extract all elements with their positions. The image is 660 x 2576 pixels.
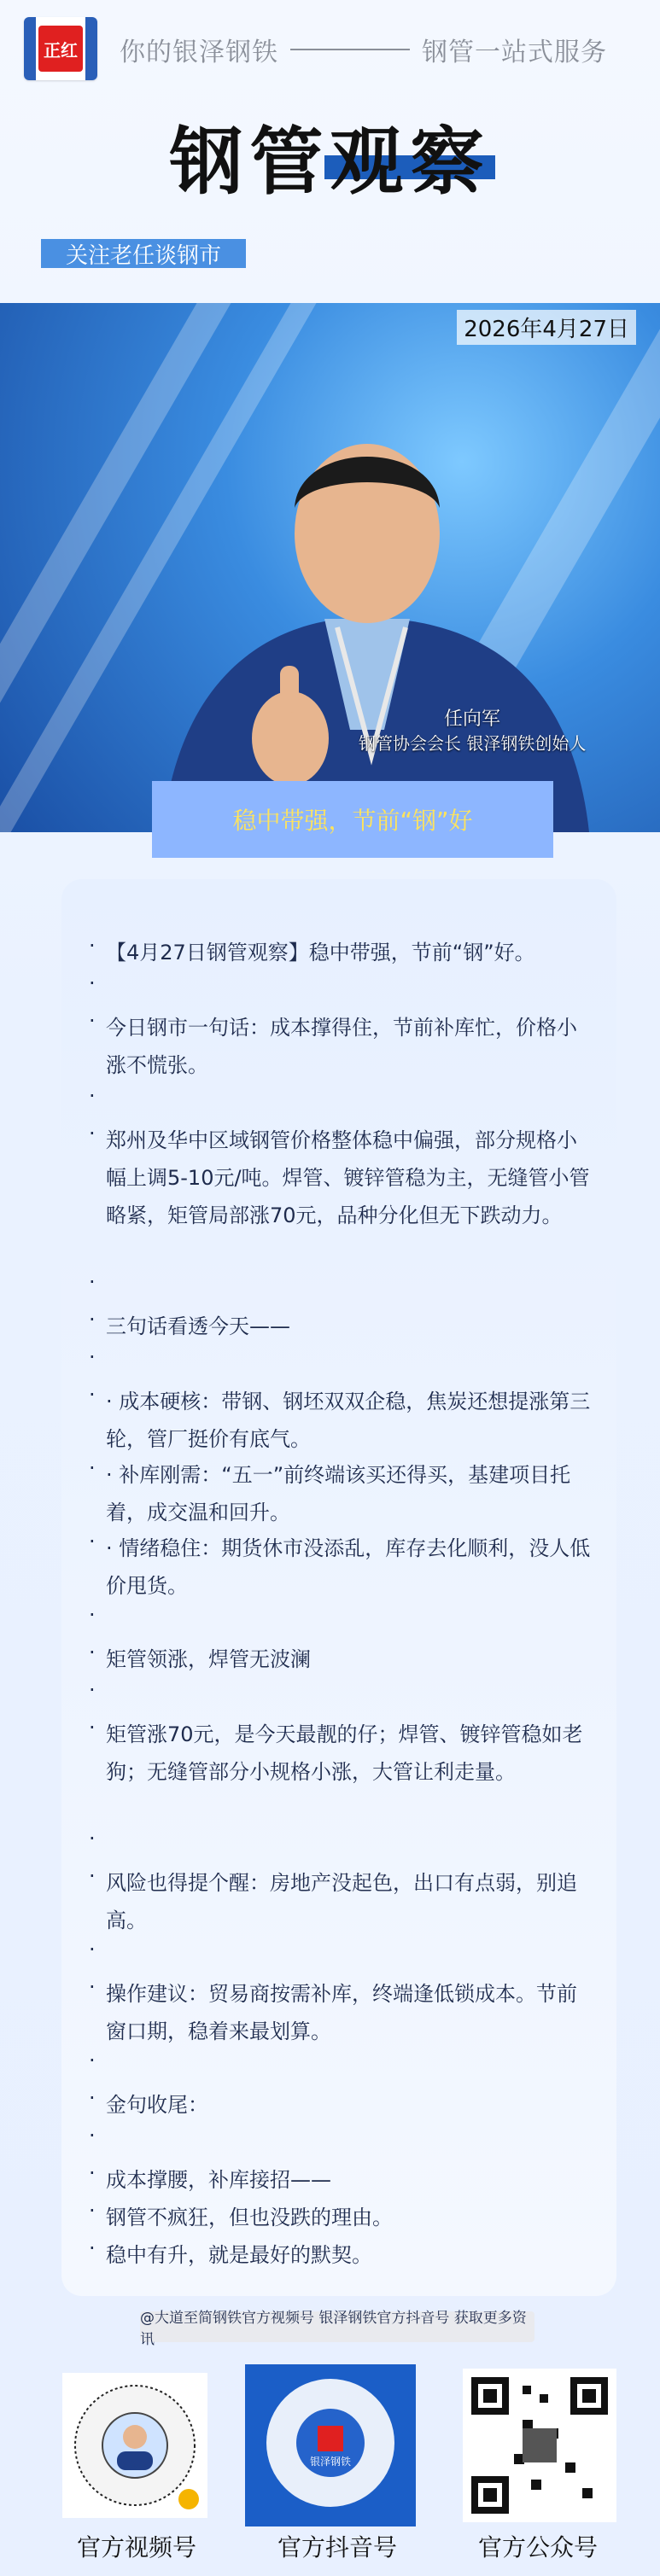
tagline-divider	[290, 49, 410, 50]
article-paragraph: 矩管涨70元，是今天最靓的仔；焊管、镀锌管稳如老狗；无缝管部分小规格小涨，大管让利走量。	[106, 1722, 583, 1784]
bullet-dot: ·	[89, 1009, 96, 1033]
article-paragraph: 今日钢市一句话：成本撑得住，节前补库忙，价格小涨不慌张。	[106, 1016, 577, 1077]
hero-image	[0, 303, 660, 832]
qr-code-icon	[463, 2369, 616, 2522]
qr-code-icon	[62, 2373, 207, 2518]
bullet-dot: ·	[89, 1270, 96, 1294]
bullet-dot: ·	[89, 934, 96, 958]
follow-label[interactable]: 关注老任谈钢市	[41, 239, 246, 268]
bullet-dot: ·	[89, 1975, 96, 1999]
speaker-name: 任向军	[444, 708, 501, 730]
article-paragraph: 三句话看透今天——	[106, 1314, 290, 1338]
bullet-dot: ·	[89, 2049, 96, 2072]
bullet-dot: ·	[89, 1938, 96, 1961]
bullet-dot: ·	[89, 1827, 96, 1850]
bullet-dot: ·	[89, 2199, 96, 2223]
brand-logo	[24, 17, 97, 80]
qr-video-channel[interactable]	[50, 2356, 220, 2535]
bullet-dot: ·	[89, 1530, 96, 1553]
speaker-portrait	[128, 371, 606, 832]
tagline-right: 钢管一站式服务	[422, 38, 607, 67]
bullet-dot: ·	[89, 971, 96, 995]
bullet-dot: ·	[89, 1864, 96, 1888]
qr-official-account[interactable]	[454, 2356, 625, 2535]
article-paragraph: 【4月27日钢管观察】稳中带强，节前“钢”好。	[106, 941, 535, 965]
qr-label-official: 官方公众号	[477, 2533, 598, 2561]
bullet-dot: ·	[89, 2236, 96, 2260]
bullet-dot: ·	[89, 1678, 96, 1702]
bullet-dot: ·	[89, 2086, 96, 2110]
page-title: 钢管观察	[169, 119, 491, 205]
article-paragraph: 钢管不疯狂，但也没跌的理由。	[106, 2206, 393, 2229]
douyin-brand-text: 银泽钢铁	[309, 2456, 352, 2468]
tagline-left: 你的银泽钢铁	[120, 38, 278, 67]
hero-slogan-banner: 稳中带强，节前“钢”好	[152, 781, 553, 858]
bullet-dot: ·	[89, 1456, 96, 1480]
bullet-dot: ·	[89, 1084, 96, 1108]
bullet-dot: ·	[89, 2124, 96, 2148]
bullet-dot: ·	[89, 1716, 96, 1740]
hero-date: 2026年4月27日	[457, 310, 636, 345]
article-paragraph: 操作建议：贸易商按需补库，终端逢低锁成本。节前窗口期，稳着来最划算。	[106, 1982, 577, 2043]
article-paragraph: 矩管领涨，焊管无波澜	[106, 1647, 311, 1671]
article-paragraph: 稳中有升，就是最好的默契。	[106, 2243, 372, 2267]
bullet-dot: ·	[89, 1641, 96, 1664]
article-paragraph: · 情绪稳住：期货休市没添乱，库存去化顺利，没人低价甩货。	[106, 1536, 591, 1598]
bullet-dot: ·	[89, 1345, 96, 1369]
article-card	[61, 879, 616, 2296]
brand-logo-mark: 正红	[38, 26, 83, 72]
qr-douyin[interactable]	[245, 2356, 416, 2535]
bullet-dot: ·	[89, 1308, 96, 1332]
article-paragraph: 金句收尾：	[106, 2093, 208, 2117]
article-paragraph: 成本撑腰，补库接招——	[106, 2168, 331, 2192]
article-paragraph: 风险也得提个醒：房地产没起色，出口有点弱，别追高。	[106, 1871, 577, 1932]
bullet-dot: ·	[89, 2161, 96, 2185]
qr-label-douyin: 官方抖音号	[277, 2533, 397, 2561]
header	[0, 0, 660, 102]
douyin-qr-icon	[245, 2364, 416, 2526]
article-paragraph: 郑州及华中区域钢管价格整体稳中偏强，部分规格小幅上调5-10元/吨。焊管、镀锌管稳为主，无缝管小管略紧，矩管局部涨70元，品种分化但无下跌动力。	[106, 1128, 590, 1227]
footer-credit: @大道至简钢铁官方视频号 银泽钢铁官方抖音号 获取更多资讯	[140, 2311, 534, 2342]
speaker-role: 钢管协会会长 银泽钢铁创始人	[359, 733, 587, 754]
article-paragraph: · 补库刚需：“五一”前终端该买还得买，基建项目托着，成交温和回升。	[106, 1463, 571, 1524]
qr-label-video: 官方视频号	[76, 2533, 196, 2561]
bullet-dot: ·	[89, 1383, 96, 1407]
tagline	[120, 31, 660, 68]
article-paragraph: · 成本硬核：带钢、钢坯双双企稳，焦炭还想提涨第三轮，管厂挺价有底气。	[106, 1390, 591, 1451]
bullet-dot: ·	[89, 1122, 96, 1145]
bullet-dot: ·	[89, 1603, 96, 1627]
